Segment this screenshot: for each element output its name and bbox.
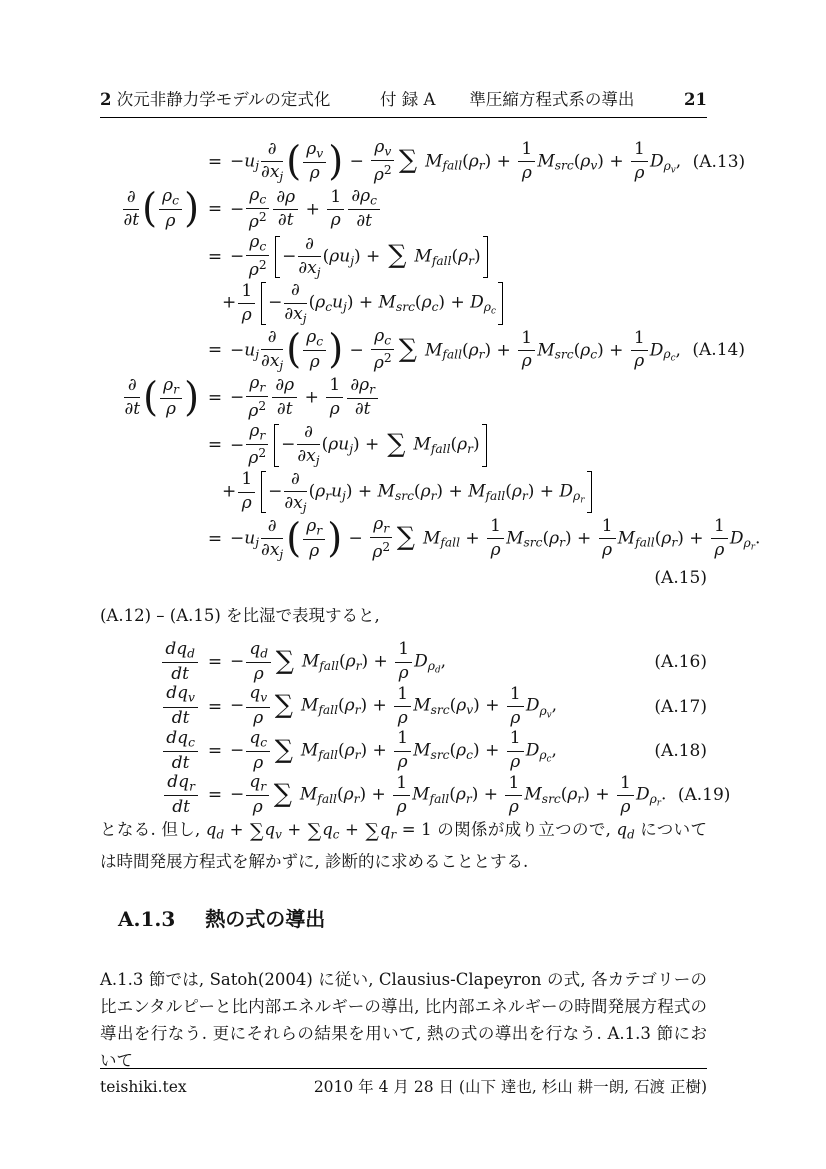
header-appendix-label: 付 録 A (380, 90, 436, 109)
equation-row (100, 374, 707, 422)
equation-row (100, 469, 707, 515)
equation-relation: = (207, 652, 223, 673)
equation-row (100, 729, 707, 773)
section-heading (118, 903, 325, 932)
equation-rhs: − $\frac{\rho_r}{\rho^2}$ $\frac{\partial\rho}{\partial t}$ + $\frac{1}{\rho}$ $\frac{\partial\rho_r}{\partial t}$ (230, 374, 643, 422)
equation-rhs: − $\frac{q_v}{\rho}$ ∑ $M_{fall}(\rho_r)$ + $\frac{1}{\rho}$ $M_{src}(\rho_v)$ + $\frac{1}{\rho}$ $D_{\rho_v}$, (230, 683, 558, 729)
equation-rhs: − $\frac{q_c}{\rho}$ ∑ $M_{fall}(\rho_r)$ + $\frac{1}{\rho}$ $M_{src}(\rho_c)$ + $\frac{1}{\rho}$ $D_{\rho_c}$, (230, 727, 557, 773)
footer-date-authors: 2010 年 4 月 28 日 (山下 達也, 杉山 耕一朗, 石渡 正樹) (313, 1078, 707, 1096)
equation-relation: = (207, 387, 223, 408)
equation-relation: = (207, 340, 223, 361)
equation-relation: = (207, 151, 223, 172)
equation-rhs: $-u_j$ $\frac{\partial}{\partial x_j}$ ( $\frac{\rho_r}{\rho}$ ) − $\frac{\rho_r}{\rho^2}$ ∑ $M_{fall}$ + $\frac{1}{\rho}$ $M_{src}(\rho_r)$ + $\frac{1}{\rho}$ $M_{fall}(\rho_r)$ + $\frac{1}{\rho}$ $D_{\rho_r}$. (230, 514, 761, 563)
page-footer (100, 1068, 707, 1097)
equation-relation: = (207, 435, 223, 456)
equation-lhs: $\frac{dq_v}{dt}$ (161, 684, 200, 728)
equation-row (100, 772, 731, 818)
equation-tag: (A.15) (654, 567, 707, 588)
paragraph-intro: A.1.3 節では, Satoh(2004) に従い, Clausius-Clapeyron の式, 各カテゴリーの比エンタルピーと比内部エネルギーの導出, 比内部エネルギーの時間発展方程式の導出を行なう. 更にそれらの結果を用いて, 熱の式の導出を行なう. A.1.3 節において (100, 970, 707, 1070)
equation-lhs: $\frac{dq_c}{dt}$ (161, 729, 200, 773)
equation-tag: (A.13) (692, 151, 746, 172)
equation-rhs: + $\frac{1}{\rho}$ − $\frac{\partial}{\partial x_j}$ $(\rho_cu_j) + M_{src}(\rho_c) + D_{\rho_c}$ (222, 281, 643, 325)
equation-row (100, 640, 707, 684)
equation-row (100, 325, 745, 375)
section-number: A.1.3 (118, 907, 176, 931)
equation-relation: = (207, 199, 223, 220)
equation-relation: = (207, 785, 223, 806)
header-appendix-title: 準圧縮方程式系の導出 (469, 90, 635, 109)
paragraph-constraint: となる. 但し, $q_d + \sum q_v + \sum q_c + \sum q_r = 1$ の関係が成り立つので, $q_d$ については時間発展方程式を解かずに, 診断的に求めることとする. (100, 820, 707, 872)
inline-math: $q_d + \sum q_v + \sum q_c + \sum q_r = 1$ (205, 820, 432, 843)
equation-row (100, 137, 746, 186)
mid-paragraph: (A.12) – (A.15) を比湿で表現すると, (100, 606, 380, 625)
equation-row (100, 186, 707, 234)
equation-block-a13-a15 (100, 137, 761, 593)
equation-rhs: − $\frac{q_r}{\rho}$ ∑ $M_{fall}(\rho_r)$ + $\frac{1}{\rho}$ $M_{fall}(\rho_r)$ + $\frac{1}{\rho}$ $M_{src}(\rho_r)$ + $\frac{1}{\rho}$ $D_{\rho_r}$. (230, 772, 667, 818)
equation-rhs: $-u_j$ $\frac{\partial}{\partial x_j}$ ( $\frac{\rho_v}{\rho}$ ) − $\frac{\rho_v}{\rho^2}$ ∑ $M_{fall}(\rho_r)$ + $\frac{1}{\rho}$ $M_{src}(\rho_v)$ + $\frac{1}{\rho}$ $D_{\rho_v}$, (230, 137, 682, 185)
equation-relation: = (207, 528, 223, 549)
equation-rhs: − $\frac{\rho_c}{\rho^2}$ $\frac{\partial\rho}{\partial t}$ + $\frac{1}{\rho}$ $\frac{\partial\rho_c}{\partial t}$ (230, 186, 643, 234)
equation-relation: = (207, 696, 223, 717)
equation-lhs: $\frac{\partial}{\partial t}$ ( $\frac{\rho_c}{\rho}$ ) (123, 185, 199, 233)
equation-rhs: $-u_j$ $\frac{\partial}{\partial x_j}$ ( $\frac{\rho_c}{\rho}$ ) − $\frac{\rho_c}{\rho^2}$ ∑ $M_{fall}(\rho_r)$ + $\frac{1}{\rho}$ $M_{src}(\rho_c)$ + $\frac{1}{\rho}$ $D_{\rho_c}$, (230, 325, 681, 374)
equation-tag: (A.16) (654, 652, 707, 673)
equation-lhs: $\frac{dq_d}{dt}$ (160, 640, 200, 684)
page-number: 21 (684, 90, 707, 109)
equation-row (100, 514, 761, 563)
equation-lhs: $\frac{\partial}{\partial t}$ ( $\frac{\rho_r}{\rho}$ ) (124, 373, 199, 421)
equation-block-a16-a19 (100, 639, 731, 818)
page-header (100, 86, 707, 118)
equation-rhs: − $\frac{q_d}{\rho}$ ∑ $M_{fall}(\rho_r)$ + $\frac{1}{\rho}$ $D_{\rho_d}$, (230, 639, 446, 684)
header-section-number: 2 (100, 90, 112, 109)
equation-tag: (A.14) (692, 340, 745, 361)
equation-row (100, 233, 707, 281)
equation-row (100, 281, 707, 327)
inline-math: $q_d$ (616, 820, 635, 842)
equation-rhs: − $\frac{\rho_c}{\rho^2}$ − $\frac{\partial}{\partial x_j}$ $(\rho u_j)$ + ∑ $M_{fall}(\rho_r)$ (230, 233, 643, 281)
footer-filename: teishiki.tex (100, 1078, 187, 1096)
equation-lhs: $\frac{dq_r}{dt}$ (162, 773, 200, 817)
header-running-title-left (100, 86, 330, 110)
equation-row (100, 563, 707, 593)
equation-relation: = (207, 741, 223, 762)
header-running-title-right (380, 86, 634, 110)
equation-tag: (A.17) (654, 696, 707, 717)
equation-rhs: − $\frac{\rho_r}{\rho^2}$ − $\frac{\partial}{\partial x_j}$ $(\rho u_j)$ + ∑ $M_{fall}(\rho_r)$ (230, 422, 643, 470)
equation-row (100, 422, 707, 470)
equation-tag: (A.19) (677, 785, 731, 806)
equation-tag: (A.18) (654, 741, 707, 762)
header-section-title: 次元非静力学モデルの定式化 (116, 90, 331, 109)
equation-relation: = (207, 246, 223, 267)
equation-rhs: + $\frac{1}{\rho}$ − $\frac{\partial}{\partial x_j}$ $(\rho_ru_j) + M_{src}(\rho_r) + M_{fall}(\rho_r) + D_{\rho_r}$ (222, 470, 643, 514)
section-title: 熱の式の導出 (205, 907, 326, 931)
equation-row (100, 684, 707, 728)
